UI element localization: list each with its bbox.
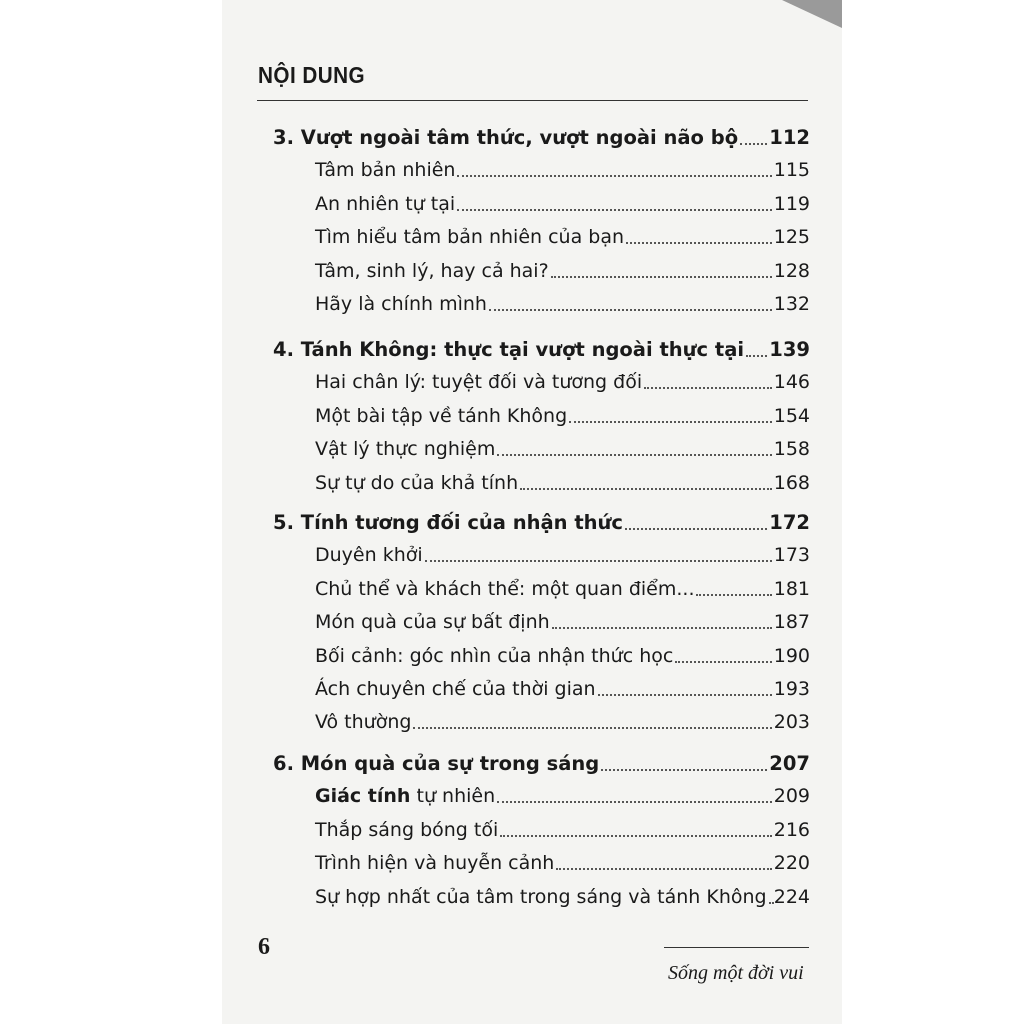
section-title: Vật lý thực nghiệm (315, 438, 496, 461)
section-title: Duyên khởi (315, 544, 423, 567)
section-title: Ách chuyên chế của thời gian (315, 678, 596, 700)
section-page-number: 224 (773, 885, 810, 908)
dot-leader (457, 175, 771, 177)
section-title-emphasis: Giác tính (315, 785, 411, 808)
section-title: Tâm bản nhiên (315, 159, 456, 182)
chapter-title: 4. Tánh Không: thực tại vượt ngoài thực tại (273, 338, 745, 361)
dot-leader (626, 242, 772, 244)
section-page-number: 193 (773, 678, 810, 700)
section-title: Sự tự do của khả tính (315, 471, 519, 494)
dot-leader (696, 594, 771, 596)
section-title: Tìm hiểu tâm bản nhiên của bạn (315, 226, 625, 249)
toc-section-row (315, 405, 810, 427)
section-page-number: 125 (773, 226, 810, 249)
toc-section-row (315, 472, 810, 494)
section-title-rest: tự nhiên (410, 785, 496, 808)
toc-chapter-row (273, 752, 810, 775)
toc-section-row (315, 678, 810, 700)
toc-section-row (315, 819, 810, 841)
dot-leader (497, 454, 771, 456)
toc-section-row (315, 711, 810, 733)
section-title: Một bài tập về tánh Không (315, 404, 568, 427)
toc-section-row (315, 226, 810, 248)
dot-leader (520, 488, 772, 490)
section-page-number: 115 (773, 159, 810, 182)
toc-chapter-row (273, 511, 810, 534)
chapter-title: 5. Tính tương đối của nhận thức (273, 511, 623, 534)
section-page-number: 154 (773, 404, 810, 427)
dot-leader (552, 627, 772, 629)
chapter-title: 3. Vượt ngoài tâm thức, vượt ngoài não bộ (273, 126, 739, 149)
section-title: Trình hiện và huyễn cảnh (315, 852, 555, 875)
section-page-number: 158 (773, 438, 810, 461)
toc-section-row (315, 886, 810, 908)
dot-leader (500, 835, 771, 837)
section-page-number: 181 (773, 577, 810, 600)
section-page-number: 128 (773, 259, 810, 282)
section-page-number: 173 (773, 544, 810, 567)
section-page-number: 146 (773, 371, 810, 394)
chapter-page-number: 139 (769, 338, 810, 361)
chapter-page-number: 172 (769, 511, 810, 534)
page-number: 6 (258, 934, 270, 960)
section-title: Món quà của sự bất định (315, 611, 550, 634)
heading-rule (257, 100, 808, 101)
section-title: Thắp sáng bóng tối (315, 818, 499, 841)
toc-section-row (315, 293, 810, 315)
toc-section-row (315, 159, 810, 181)
toc-section-row (315, 260, 810, 282)
section-page-number: 190 (773, 644, 810, 667)
toc-section-row (315, 193, 810, 215)
footer-rule (664, 947, 809, 948)
section-page-number: 203 (773, 711, 810, 734)
dot-leader (556, 868, 771, 870)
section-page-number: 132 (773, 293, 810, 315)
section-title (315, 785, 495, 807)
section-page-number: 216 (773, 818, 810, 841)
chapter-title: 6. Món quà của sự trong sáng (273, 752, 600, 775)
section-title: An nhiên tự tại (315, 192, 456, 215)
toc-section-row (315, 645, 810, 667)
dot-leader (644, 387, 772, 389)
page-corner-shadow (782, 0, 842, 28)
toc-section-row (315, 852, 810, 874)
section-page-number: 168 (773, 471, 810, 494)
dot-leader (489, 309, 772, 311)
section-title: Sự hợp nhất của tâm trong sáng và tánh Không (315, 885, 767, 908)
dot-leader (497, 801, 772, 803)
section-title: Hãy là chính mình (315, 293, 487, 315)
toc-section-row (315, 785, 810, 807)
dot-leader (675, 661, 771, 663)
chapter-page-number: 207 (769, 752, 810, 775)
dot-leader (425, 560, 772, 562)
toc-section-row (315, 578, 810, 600)
running-title: Sống một đời vui (668, 962, 804, 984)
toc-section-row (315, 611, 810, 633)
toc-section-row (315, 544, 810, 566)
page-heading: NỘI DUNG (258, 62, 366, 88)
dot-leader (551, 276, 772, 278)
dot-leader (457, 209, 772, 211)
toc-section-row (315, 438, 810, 460)
section-page-number: 187 (773, 611, 810, 634)
dot-leader (625, 528, 767, 530)
dot-leader (569, 421, 772, 423)
section-title: Chủ thể và khách thể: một quan điểm... (315, 577, 695, 600)
section-page-number: 209 (773, 785, 810, 808)
chapter-page-number: 112 (769, 126, 810, 149)
section-title: Hai chân lý: tuyệt đối và tương đối (315, 371, 643, 394)
toc-chapter-row (273, 126, 810, 149)
section-title: Bối cảnh: góc nhìn của nhận thức học (315, 644, 674, 667)
dot-leader (601, 769, 767, 771)
section-title: Tâm, sinh lý, hay cả hai? (315, 259, 549, 282)
section-page-number: 119 (773, 192, 810, 215)
section-page-number: 220 (773, 852, 810, 875)
toc-section-row (315, 371, 810, 393)
dot-leader (413, 727, 771, 729)
dot-leader (598, 694, 772, 696)
section-title: Vô thường (315, 711, 412, 734)
dot-leader (769, 902, 772, 904)
dot-leader (740, 143, 767, 145)
dot-leader (746, 355, 767, 357)
toc-chapter-row (273, 338, 810, 361)
